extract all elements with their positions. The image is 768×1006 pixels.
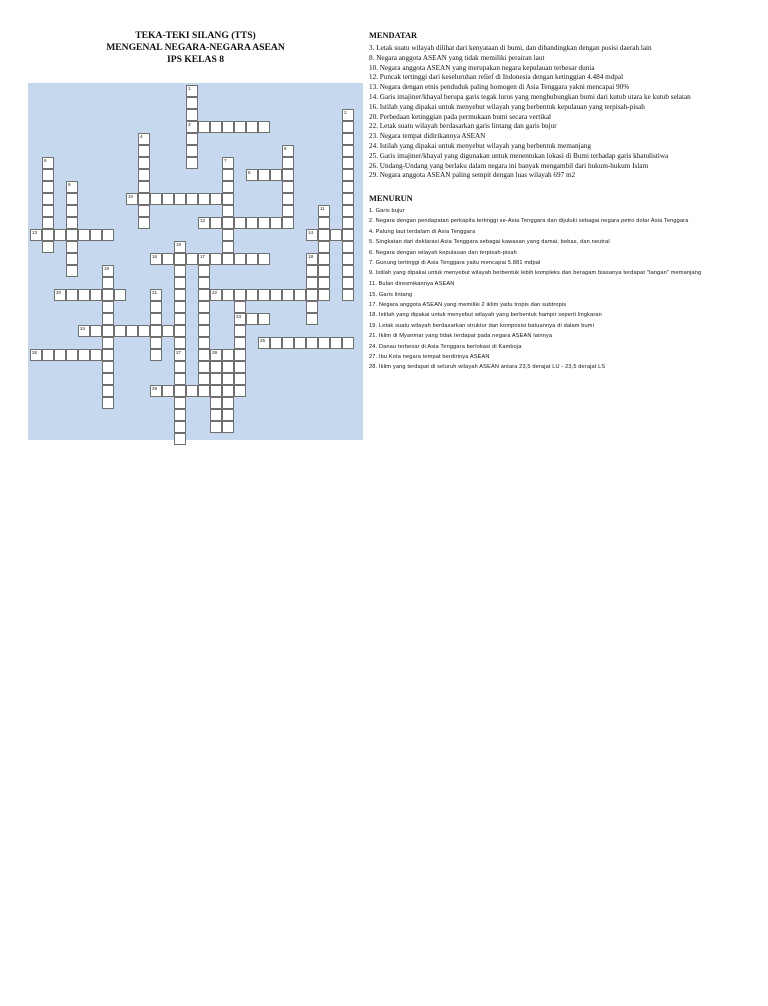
grid-cell[interactable] bbox=[306, 229, 318, 241]
grid-cell[interactable] bbox=[234, 361, 246, 373]
grid-cell[interactable] bbox=[90, 229, 102, 241]
grid-cell[interactable] bbox=[342, 253, 354, 265]
grid-cell[interactable] bbox=[102, 313, 114, 325]
grid-cell[interactable] bbox=[246, 313, 258, 325]
grid-cell[interactable] bbox=[234, 337, 246, 349]
cell-number: 3 bbox=[188, 122, 191, 127]
grid-cell[interactable] bbox=[222, 241, 234, 253]
grid-cell[interactable] bbox=[246, 253, 258, 265]
grid-cell[interactable] bbox=[222, 193, 234, 205]
grid-cell[interactable] bbox=[282, 193, 294, 205]
down-clue: 7. Gunung tertinggi di Asia Tenggara yaitu mencapai 5.881 mdpal bbox=[369, 260, 541, 267]
grid-cell[interactable] bbox=[258, 121, 270, 133]
grid-cell[interactable] bbox=[90, 349, 102, 361]
grid-cell[interactable] bbox=[258, 217, 270, 229]
clues-panel bbox=[369, 30, 761, 373]
grid-cell[interactable] bbox=[246, 169, 258, 181]
grid-cell[interactable] bbox=[126, 193, 138, 205]
grid-cell[interactable] bbox=[66, 265, 78, 277]
grid-cell[interactable] bbox=[198, 385, 210, 397]
grid-cell[interactable] bbox=[66, 229, 78, 241]
grid-cell[interactable] bbox=[342, 229, 354, 241]
down-clue-list bbox=[369, 206, 761, 373]
grid-cell[interactable] bbox=[210, 373, 222, 385]
grid-cell[interactable] bbox=[234, 253, 246, 265]
grid-cell[interactable] bbox=[198, 301, 210, 313]
grid-cell[interactable] bbox=[174, 289, 186, 301]
grid-cell[interactable] bbox=[222, 205, 234, 217]
grid-cell[interactable] bbox=[54, 289, 66, 301]
grid-cell[interactable] bbox=[150, 301, 162, 313]
grid-cell[interactable] bbox=[174, 349, 186, 361]
grid-cell[interactable] bbox=[138, 325, 150, 337]
cell-number: 24 bbox=[80, 326, 86, 331]
grid-cell[interactable] bbox=[174, 241, 186, 253]
grid-cell[interactable] bbox=[234, 373, 246, 385]
grid-cell[interactable] bbox=[198, 289, 210, 301]
grid-cell[interactable] bbox=[210, 121, 222, 133]
grid-cell[interactable] bbox=[342, 169, 354, 181]
cell-number: 14 bbox=[308, 230, 314, 235]
grid-cell[interactable] bbox=[186, 109, 198, 121]
grid-cell[interactable] bbox=[222, 421, 234, 433]
grid-cell[interactable] bbox=[198, 313, 210, 325]
grid-cell[interactable] bbox=[138, 133, 150, 145]
down-clue: 9. Istilah yang dipakai untuk menyebut wilayah berbentuk lebih kompleks dan beragam biasanya terdapat "tangan" memanjang bbox=[369, 269, 702, 276]
grid-cell[interactable] bbox=[102, 229, 114, 241]
cell-number: 21 bbox=[152, 290, 158, 295]
grid-cell[interactable] bbox=[258, 313, 270, 325]
cell-number: 26 bbox=[32, 350, 38, 355]
grid-cell[interactable] bbox=[186, 85, 198, 97]
grid-cell[interactable] bbox=[234, 313, 246, 325]
cell-number: 27 bbox=[176, 350, 182, 355]
across-clue: 24. Istilah yang dipakai untuk menyebut wilayah yang berbentuk memanjang bbox=[369, 141, 591, 150]
grid-cell[interactable] bbox=[222, 217, 234, 229]
grid-cell[interactable] bbox=[66, 193, 78, 205]
grid-cell[interactable] bbox=[102, 289, 114, 301]
grid-cell[interactable] bbox=[342, 109, 354, 121]
across-clue: 20. Perbedaan ketinggian pada permukaan bumi secara vertikal bbox=[369, 112, 552, 121]
grid-cell[interactable] bbox=[198, 361, 210, 373]
grid-cell[interactable] bbox=[270, 169, 282, 181]
across-clue: 29. Negara anggota ASEAN paling sempit dengan luas wilayah 697 m2 bbox=[369, 171, 576, 180]
grid-cell[interactable] bbox=[318, 265, 330, 277]
grid-cell[interactable] bbox=[282, 145, 294, 157]
grid-cell[interactable] bbox=[126, 325, 138, 337]
grid-cell[interactable] bbox=[222, 181, 234, 193]
grid-cell[interactable] bbox=[174, 325, 186, 337]
cell-number: 9 bbox=[68, 182, 71, 187]
title-line-1: TEKA-TEKI SILANG (TTS) bbox=[135, 30, 256, 41]
grid-cell[interactable] bbox=[102, 337, 114, 349]
cell-number: 6 bbox=[44, 158, 47, 163]
grid-cell[interactable] bbox=[258, 169, 270, 181]
grid-cell[interactable] bbox=[42, 349, 54, 361]
grid-cell[interactable] bbox=[210, 361, 222, 373]
down-clue: 5. Singkatan dari deklarasi Asia Tenggara sebagai kawasan yang damai, bebas, dan neutral bbox=[369, 239, 610, 246]
grid-cell[interactable] bbox=[222, 397, 234, 409]
grid-cell[interactable] bbox=[282, 289, 294, 301]
grid-cell[interactable] bbox=[222, 253, 234, 265]
grid-cell[interactable] bbox=[114, 325, 126, 337]
grid-cell[interactable] bbox=[186, 121, 198, 133]
grid-cell[interactable] bbox=[42, 205, 54, 217]
grid-cell[interactable] bbox=[210, 217, 222, 229]
cell-number: 10 bbox=[128, 194, 134, 199]
grid-cell[interactable] bbox=[186, 145, 198, 157]
down-clue: 6. Negara dengan wilayah kepulauan dan terpisah-pisah bbox=[369, 249, 517, 256]
down-clue: 15. Garis lintang bbox=[369, 291, 413, 298]
grid-cell[interactable] bbox=[198, 277, 210, 289]
down-clue: 27. Ibu Kota negara tempat berdirinya ASEAN bbox=[369, 354, 490, 361]
across-clue: 13. Negara dengan etnis penduduk paling homogen di Asia Tenggara yakni mencapai 90% bbox=[369, 83, 630, 92]
grid-cell[interactable] bbox=[210, 421, 222, 433]
cell-number: 23 bbox=[236, 314, 242, 319]
grid-cell[interactable] bbox=[282, 205, 294, 217]
across-clue: 23. Negara tempat didirikannya ASEAN bbox=[369, 132, 486, 141]
grid-cell[interactable] bbox=[42, 157, 54, 169]
grid-cell[interactable] bbox=[210, 289, 222, 301]
grid-cell[interactable] bbox=[258, 253, 270, 265]
grid-cell[interactable] bbox=[234, 289, 246, 301]
down-clue: 17. Negara anggota ASEAN yang memiliki 2 iklim yaitu tropis dan subtropis bbox=[369, 302, 567, 308]
grid-cell[interactable] bbox=[294, 337, 306, 349]
grid-cell[interactable] bbox=[318, 229, 330, 241]
down-clue: 2. Negara dengan pendapatan perkapita tertinggi se-Asia Tenggara dan dijuluki sebagai negara petro dolar Asia Tenggara bbox=[369, 217, 689, 224]
grid-cell[interactable] bbox=[222, 157, 234, 169]
grid-cell[interactable] bbox=[234, 385, 246, 397]
grid-cell[interactable] bbox=[318, 289, 330, 301]
across-clue: 12. Puncak tertinggi dari keseluruhan relief di Indonesia dengan ketinggian 4.484 mdpal bbox=[369, 73, 624, 82]
down-heading: MENURUN bbox=[369, 194, 413, 204]
grid-cell[interactable] bbox=[66, 349, 78, 361]
grid-cell[interactable] bbox=[342, 133, 354, 145]
across-clue: 14. Garis imajiner/khayal berupa garis tegak lurus yang menghubungkan bumi dari kutub utara ke kutub selatan bbox=[369, 92, 691, 101]
grid-cell[interactable] bbox=[138, 169, 150, 181]
grid-cell[interactable] bbox=[78, 229, 90, 241]
grid-cell[interactable] bbox=[138, 181, 150, 193]
grid-cell[interactable] bbox=[198, 325, 210, 337]
cell-number: 22 bbox=[212, 290, 218, 295]
grid-cell[interactable] bbox=[102, 385, 114, 397]
across-clue: 25. Garis imajiner/khayal yang digunakan untuk menentukan lokasi di Bumi terhadap garis khatulistiwa bbox=[369, 151, 669, 160]
grid-cell[interactable] bbox=[150, 193, 162, 205]
grid-cell[interactable] bbox=[150, 313, 162, 325]
grid-cell[interactable] bbox=[258, 337, 270, 349]
grid-cell[interactable] bbox=[138, 145, 150, 157]
grid-cell[interactable] bbox=[234, 325, 246, 337]
across-clue: 8. Negara anggota ASEAN yang tidak memiliki perairan laut bbox=[369, 53, 545, 62]
grid-cell[interactable] bbox=[270, 217, 282, 229]
grid-cell[interactable] bbox=[198, 121, 210, 133]
cell-number: 28 bbox=[212, 350, 218, 355]
grid-cell[interactable] bbox=[174, 385, 186, 397]
grid-cell[interactable] bbox=[306, 289, 318, 301]
cell-number: 8 bbox=[248, 170, 251, 175]
grid-cell[interactable] bbox=[342, 289, 354, 301]
down-clue: 24. Danau terbesar di Asia Tenggara berlokasi di Kamboja bbox=[369, 343, 522, 350]
grid-cell[interactable] bbox=[330, 229, 342, 241]
cell-number: 12 bbox=[200, 218, 206, 223]
grid-cell[interactable] bbox=[42, 193, 54, 205]
grid-cell[interactable] bbox=[174, 313, 186, 325]
grid-cell[interactable] bbox=[102, 265, 114, 277]
grid-cell[interactable] bbox=[198, 265, 210, 277]
grid-cell[interactable] bbox=[306, 301, 318, 313]
grid-cell[interactable] bbox=[270, 289, 282, 301]
grid-cell[interactable] bbox=[66, 289, 78, 301]
grid-cell[interactable] bbox=[198, 337, 210, 349]
grid-cell[interactable] bbox=[150, 325, 162, 337]
grid-cell[interactable] bbox=[42, 229, 54, 241]
cell-number: 19 bbox=[104, 266, 110, 271]
grid-cell[interactable] bbox=[42, 241, 54, 253]
grid-cell[interactable] bbox=[174, 421, 186, 433]
cell-number: 2 bbox=[344, 110, 347, 115]
grid-cell[interactable] bbox=[210, 409, 222, 421]
grid-cell[interactable] bbox=[282, 157, 294, 169]
grid-cell[interactable] bbox=[210, 193, 222, 205]
grid-cell[interactable] bbox=[54, 229, 66, 241]
grid-cell[interactable] bbox=[162, 385, 174, 397]
down-clue: 19. Letak suatu wilayah berdasarkan struktur dan komposisi batuannya di dalam bumi bbox=[369, 322, 594, 329]
across-clue: 22. Letak suatu wilayah berdasarkan garis lintang dan garis bujur bbox=[369, 122, 557, 131]
grid-cell[interactable] bbox=[174, 397, 186, 409]
grid-cell[interactable] bbox=[102, 361, 114, 373]
grid-cell[interactable] bbox=[306, 265, 318, 277]
grid-cell[interactable] bbox=[210, 253, 222, 265]
grid-cell[interactable] bbox=[66, 253, 78, 265]
grid-cell[interactable] bbox=[222, 361, 234, 373]
grid-cell[interactable] bbox=[222, 373, 234, 385]
grid-cell[interactable] bbox=[246, 121, 258, 133]
grid-cell[interactable] bbox=[258, 289, 270, 301]
grid-cell[interactable] bbox=[186, 253, 198, 265]
title-line-2: MENGENAL NEGARA-NEGARA ASEAN bbox=[106, 42, 285, 53]
grid-cell[interactable] bbox=[306, 253, 318, 265]
grid-cell[interactable] bbox=[30, 229, 42, 241]
grid-cell[interactable] bbox=[198, 373, 210, 385]
grid-cell[interactable] bbox=[42, 217, 54, 229]
grid-cell[interactable] bbox=[90, 289, 102, 301]
grid-cell[interactable] bbox=[186, 133, 198, 145]
grid-cell[interactable] bbox=[270, 337, 282, 349]
grid-cell[interactable] bbox=[342, 121, 354, 133]
down-clue: 4. Palung laut terdalam di Asia Tenggara bbox=[369, 229, 476, 236]
grid-cell[interactable] bbox=[222, 121, 234, 133]
grid-cell[interactable] bbox=[174, 277, 186, 289]
title-line-3: IPS KELAS 8 bbox=[166, 54, 225, 65]
grid-cell[interactable] bbox=[186, 385, 198, 397]
grid-cell[interactable] bbox=[138, 157, 150, 169]
grid-cell[interactable] bbox=[102, 301, 114, 313]
across-clue: 16. Istilah yang dipakai untuk menyebut wilayah yang berbentuk kepulauan yang terpisah-pisah bbox=[369, 102, 645, 111]
grid-cell[interactable] bbox=[78, 325, 90, 337]
grid-cell[interactable] bbox=[78, 289, 90, 301]
grid-cell[interactable] bbox=[342, 193, 354, 205]
grid-cell[interactable] bbox=[318, 277, 330, 289]
grid-cell[interactable] bbox=[78, 349, 90, 361]
grid-cell[interactable] bbox=[342, 277, 354, 289]
grid-cell[interactable] bbox=[66, 241, 78, 253]
grid-cell[interactable] bbox=[222, 289, 234, 301]
cell-number: 11 bbox=[320, 206, 325, 211]
grid-cell[interactable] bbox=[174, 373, 186, 385]
grid-cell[interactable] bbox=[114, 289, 126, 301]
cell-number: 20 bbox=[56, 290, 62, 295]
grid-cell[interactable] bbox=[162, 193, 174, 205]
grid-cell[interactable] bbox=[222, 349, 234, 361]
grid-cell[interactable] bbox=[186, 157, 198, 169]
grid-cell[interactable] bbox=[150, 337, 162, 349]
grid-cell[interactable] bbox=[342, 217, 354, 229]
grid-cell[interactable] bbox=[318, 217, 330, 229]
grid-cell[interactable] bbox=[342, 337, 354, 349]
across-clue: 3. Letak suatu wilayah dilihat dari kenyataan di bumi, dan dibandingkan dengan posisi daerah lain bbox=[369, 44, 652, 52]
down-clue: 21. Iklim di Myanmar yang tidak terdapat pada negara ASEAN lainnya bbox=[369, 333, 553, 340]
grid-cell[interactable] bbox=[174, 361, 186, 373]
grid-cell[interactable] bbox=[138, 193, 150, 205]
across-clue: 26. Undang-Undang yang berlaku dalam negara ini banyak mengambil dari hukum-hukum Islam bbox=[369, 161, 649, 170]
grid-cell[interactable] bbox=[174, 433, 186, 445]
grid-cell[interactable] bbox=[210, 349, 222, 361]
cell-number: 16 bbox=[152, 254, 158, 259]
grid-cell[interactable] bbox=[186, 193, 198, 205]
grid-cell[interactable] bbox=[246, 217, 258, 229]
grid-cell[interactable] bbox=[198, 349, 210, 361]
grid-cell[interactable] bbox=[102, 373, 114, 385]
grid-cell[interactable] bbox=[342, 157, 354, 169]
grid-cell[interactable] bbox=[174, 337, 186, 349]
grid-cell[interactable] bbox=[102, 277, 114, 289]
grid-cell[interactable] bbox=[30, 349, 42, 361]
grid-cell[interactable] bbox=[54, 349, 66, 361]
grid-cell[interactable] bbox=[318, 337, 330, 349]
grid-cell[interactable] bbox=[342, 181, 354, 193]
grid-cell[interactable] bbox=[330, 337, 342, 349]
grid-cell[interactable] bbox=[282, 169, 294, 181]
cell-number: 15 bbox=[176, 242, 182, 247]
grid-cell[interactable] bbox=[294, 289, 306, 301]
grid-cell[interactable] bbox=[306, 313, 318, 325]
grid-cell[interactable] bbox=[222, 229, 234, 241]
down-clue: 18. Istilah yang dipakai untuk menyebut wilayah yang berbentuk hampir seperti lingkaran bbox=[369, 312, 602, 319]
grid-cell[interactable] bbox=[150, 253, 162, 265]
grid-cell[interactable] bbox=[162, 253, 174, 265]
grid-cell[interactable] bbox=[306, 337, 318, 349]
grid-cell[interactable] bbox=[234, 349, 246, 361]
grid-cell[interactable] bbox=[222, 169, 234, 181]
grid-cell[interactable] bbox=[282, 217, 294, 229]
grid-cell[interactable] bbox=[342, 205, 354, 217]
grid-cell[interactable] bbox=[222, 409, 234, 421]
down-clue: 1. Garis bujur bbox=[369, 208, 405, 215]
grid-cell[interactable] bbox=[222, 385, 234, 397]
grid-cell[interactable] bbox=[102, 349, 114, 361]
across-heading: MENDATAR bbox=[369, 31, 418, 40]
across-clue-list bbox=[369, 44, 761, 181]
grid-cell[interactable] bbox=[102, 397, 114, 409]
grid-cell[interactable] bbox=[342, 241, 354, 253]
grid-cell[interactable] bbox=[282, 337, 294, 349]
cell-number: 1 bbox=[188, 86, 191, 91]
grid-cell[interactable] bbox=[174, 265, 186, 277]
down-clue: 11. Bulan diresmikannya ASEAN bbox=[369, 281, 455, 288]
grid-cell[interactable] bbox=[150, 289, 162, 301]
grid-cell[interactable] bbox=[342, 145, 354, 157]
grid-cell[interactable] bbox=[66, 205, 78, 217]
grid-cell[interactable] bbox=[318, 253, 330, 265]
grid-cell[interactable] bbox=[198, 193, 210, 205]
grid-cell[interactable] bbox=[138, 217, 150, 229]
grid-cell[interactable] bbox=[234, 301, 246, 313]
cell-number: 13 bbox=[32, 230, 38, 235]
grid-cell[interactable] bbox=[306, 277, 318, 289]
cell-number: 4 bbox=[140, 134, 143, 139]
grid-cell[interactable] bbox=[282, 181, 294, 193]
grid-cell[interactable] bbox=[174, 301, 186, 313]
cell-number: 29 bbox=[152, 386, 158, 391]
down-clue: 28. Iklim yang terdapat di seluruh wilayah ASEAN antara 23,5 derajat LU - 23,5 derajat LS bbox=[369, 364, 606, 371]
grid-cell[interactable] bbox=[150, 349, 162, 361]
grid-cell[interactable] bbox=[198, 253, 210, 265]
grid-cell[interactable] bbox=[186, 97, 198, 109]
grid-cell[interactable] bbox=[174, 193, 186, 205]
grid-cell[interactable] bbox=[66, 181, 78, 193]
cell-number: 17 bbox=[200, 254, 206, 259]
cell-number: 5 bbox=[284, 146, 287, 151]
grid-cell[interactable] bbox=[318, 241, 330, 253]
grid-cell[interactable] bbox=[102, 325, 114, 337]
grid-cell[interactable] bbox=[174, 253, 186, 265]
grid-cell[interactable] bbox=[150, 385, 162, 397]
cell-number: 7 bbox=[224, 158, 227, 163]
cell-number: 18 bbox=[308, 254, 314, 259]
grid-cell[interactable] bbox=[234, 217, 246, 229]
across-clue: 10. Negara anggota ASEAN yang merupakan negara kepulauan terbesar dunia bbox=[369, 63, 595, 72]
grid-cell[interactable] bbox=[90, 325, 102, 337]
grid-cell[interactable] bbox=[210, 397, 222, 409]
grid-cell[interactable] bbox=[246, 289, 258, 301]
grid-cell[interactable] bbox=[318, 205, 330, 217]
grid-cell[interactable] bbox=[210, 385, 222, 397]
grid-cell[interactable] bbox=[42, 181, 54, 193]
grid-cell[interactable] bbox=[174, 409, 186, 421]
grid-cell[interactable] bbox=[66, 217, 78, 229]
grid-cell[interactable] bbox=[234, 121, 246, 133]
grid-cell[interactable] bbox=[198, 217, 210, 229]
grid-cell[interactable] bbox=[138, 205, 150, 217]
grid-cell[interactable] bbox=[162, 325, 174, 337]
grid-cell[interactable] bbox=[342, 265, 354, 277]
cell-number: 25 bbox=[260, 338, 266, 343]
grid-cell[interactable] bbox=[42, 169, 54, 181]
